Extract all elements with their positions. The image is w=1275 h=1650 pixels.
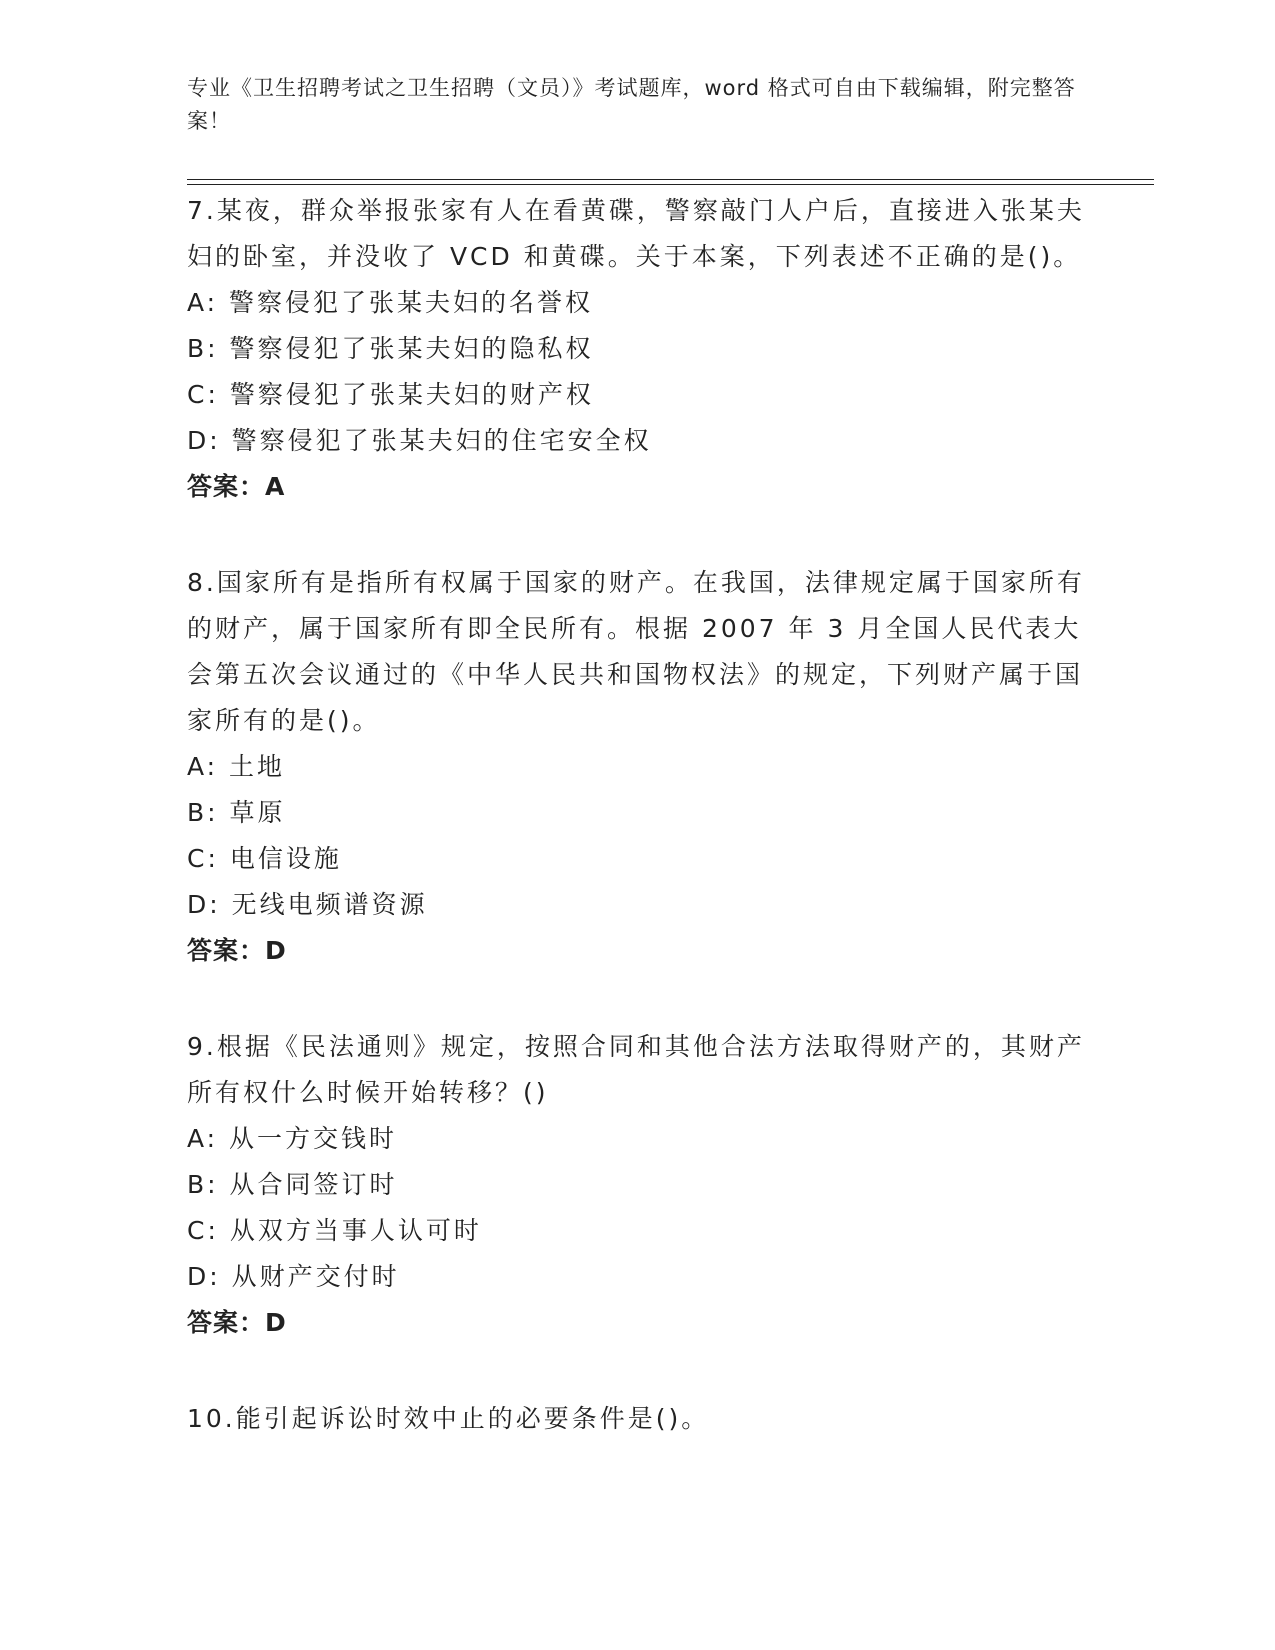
option-c: C: 电信设施 xyxy=(187,844,342,873)
option-c: C: 从双方当事人认可时 xyxy=(187,1216,482,1245)
option-d: D: 无线电频谱资源 xyxy=(187,890,428,919)
question-list xyxy=(187,188,1087,1492)
option-d: D: 从财产交付时 xyxy=(187,1262,400,1291)
header-divider-top xyxy=(187,179,1154,180)
answer-label: 答案： xyxy=(187,936,266,965)
question-10 xyxy=(187,1396,1087,1442)
option-b: B: 从合同签订时 xyxy=(187,1170,398,1199)
answer-line xyxy=(187,464,1087,510)
answer-label: 答案： xyxy=(187,1308,266,1337)
option-b: B: 警察侵犯了张某夫妇的隐私权 xyxy=(187,334,594,363)
question-stem: 8.国家所有是指所有权属于国家的财产。在我国，法律规定属于国家所有的财产，属于国家所有即全民所有。根据 2007 年 3 月全国人民代表大会第五次会议通过的《中华人民共和国物权法》的规定，下列财产属于国家所有的是()。 xyxy=(187,568,1085,735)
question-7 xyxy=(187,188,1087,510)
option-b: B: 草原 xyxy=(187,798,286,827)
answer-value: A xyxy=(265,472,286,501)
answer-value: D xyxy=(265,1308,287,1337)
document-header xyxy=(187,72,1087,138)
answer-label: 答案： xyxy=(187,472,266,501)
option-a: A: 从一方交钱时 xyxy=(187,1124,398,1153)
option-d: D: 警察侵犯了张某夫妇的住宅安全权 xyxy=(187,426,652,455)
option-a: A: 警察侵犯了张某夫妇的名誉权 xyxy=(187,288,594,317)
answer-line xyxy=(187,1300,1087,1346)
question-stem: 7.某夜，群众举报张家有人在看黄碟，警察敲门人户后，直接进入张某夫妇的卧室，并没收了 VCD 和黄碟。关于本案，下列表述不正确的是()。 xyxy=(187,196,1085,271)
answer-value: D xyxy=(265,936,287,965)
header-divider-bottom xyxy=(187,184,1154,185)
question-9 xyxy=(187,1024,1087,1346)
question-stem: 10.能引起诉讼时效中止的必要条件是()。 xyxy=(187,1404,710,1433)
option-c: C: 警察侵犯了张某夫妇的财产权 xyxy=(187,380,594,409)
question-8 xyxy=(187,560,1087,974)
question-stem: 9.根据《民法通则》规定，按照合同和其他合法方法取得财产的，其财产所有权什么时候开始转移？() xyxy=(187,1032,1085,1107)
option-a: A: 土地 xyxy=(187,752,286,781)
answer-line xyxy=(187,928,1087,974)
header-text: 专业《卫生招聘考试之卫生招聘（文员）》考试题库，word 格式可自由下载编辑，附完整答案！ xyxy=(187,76,1076,133)
